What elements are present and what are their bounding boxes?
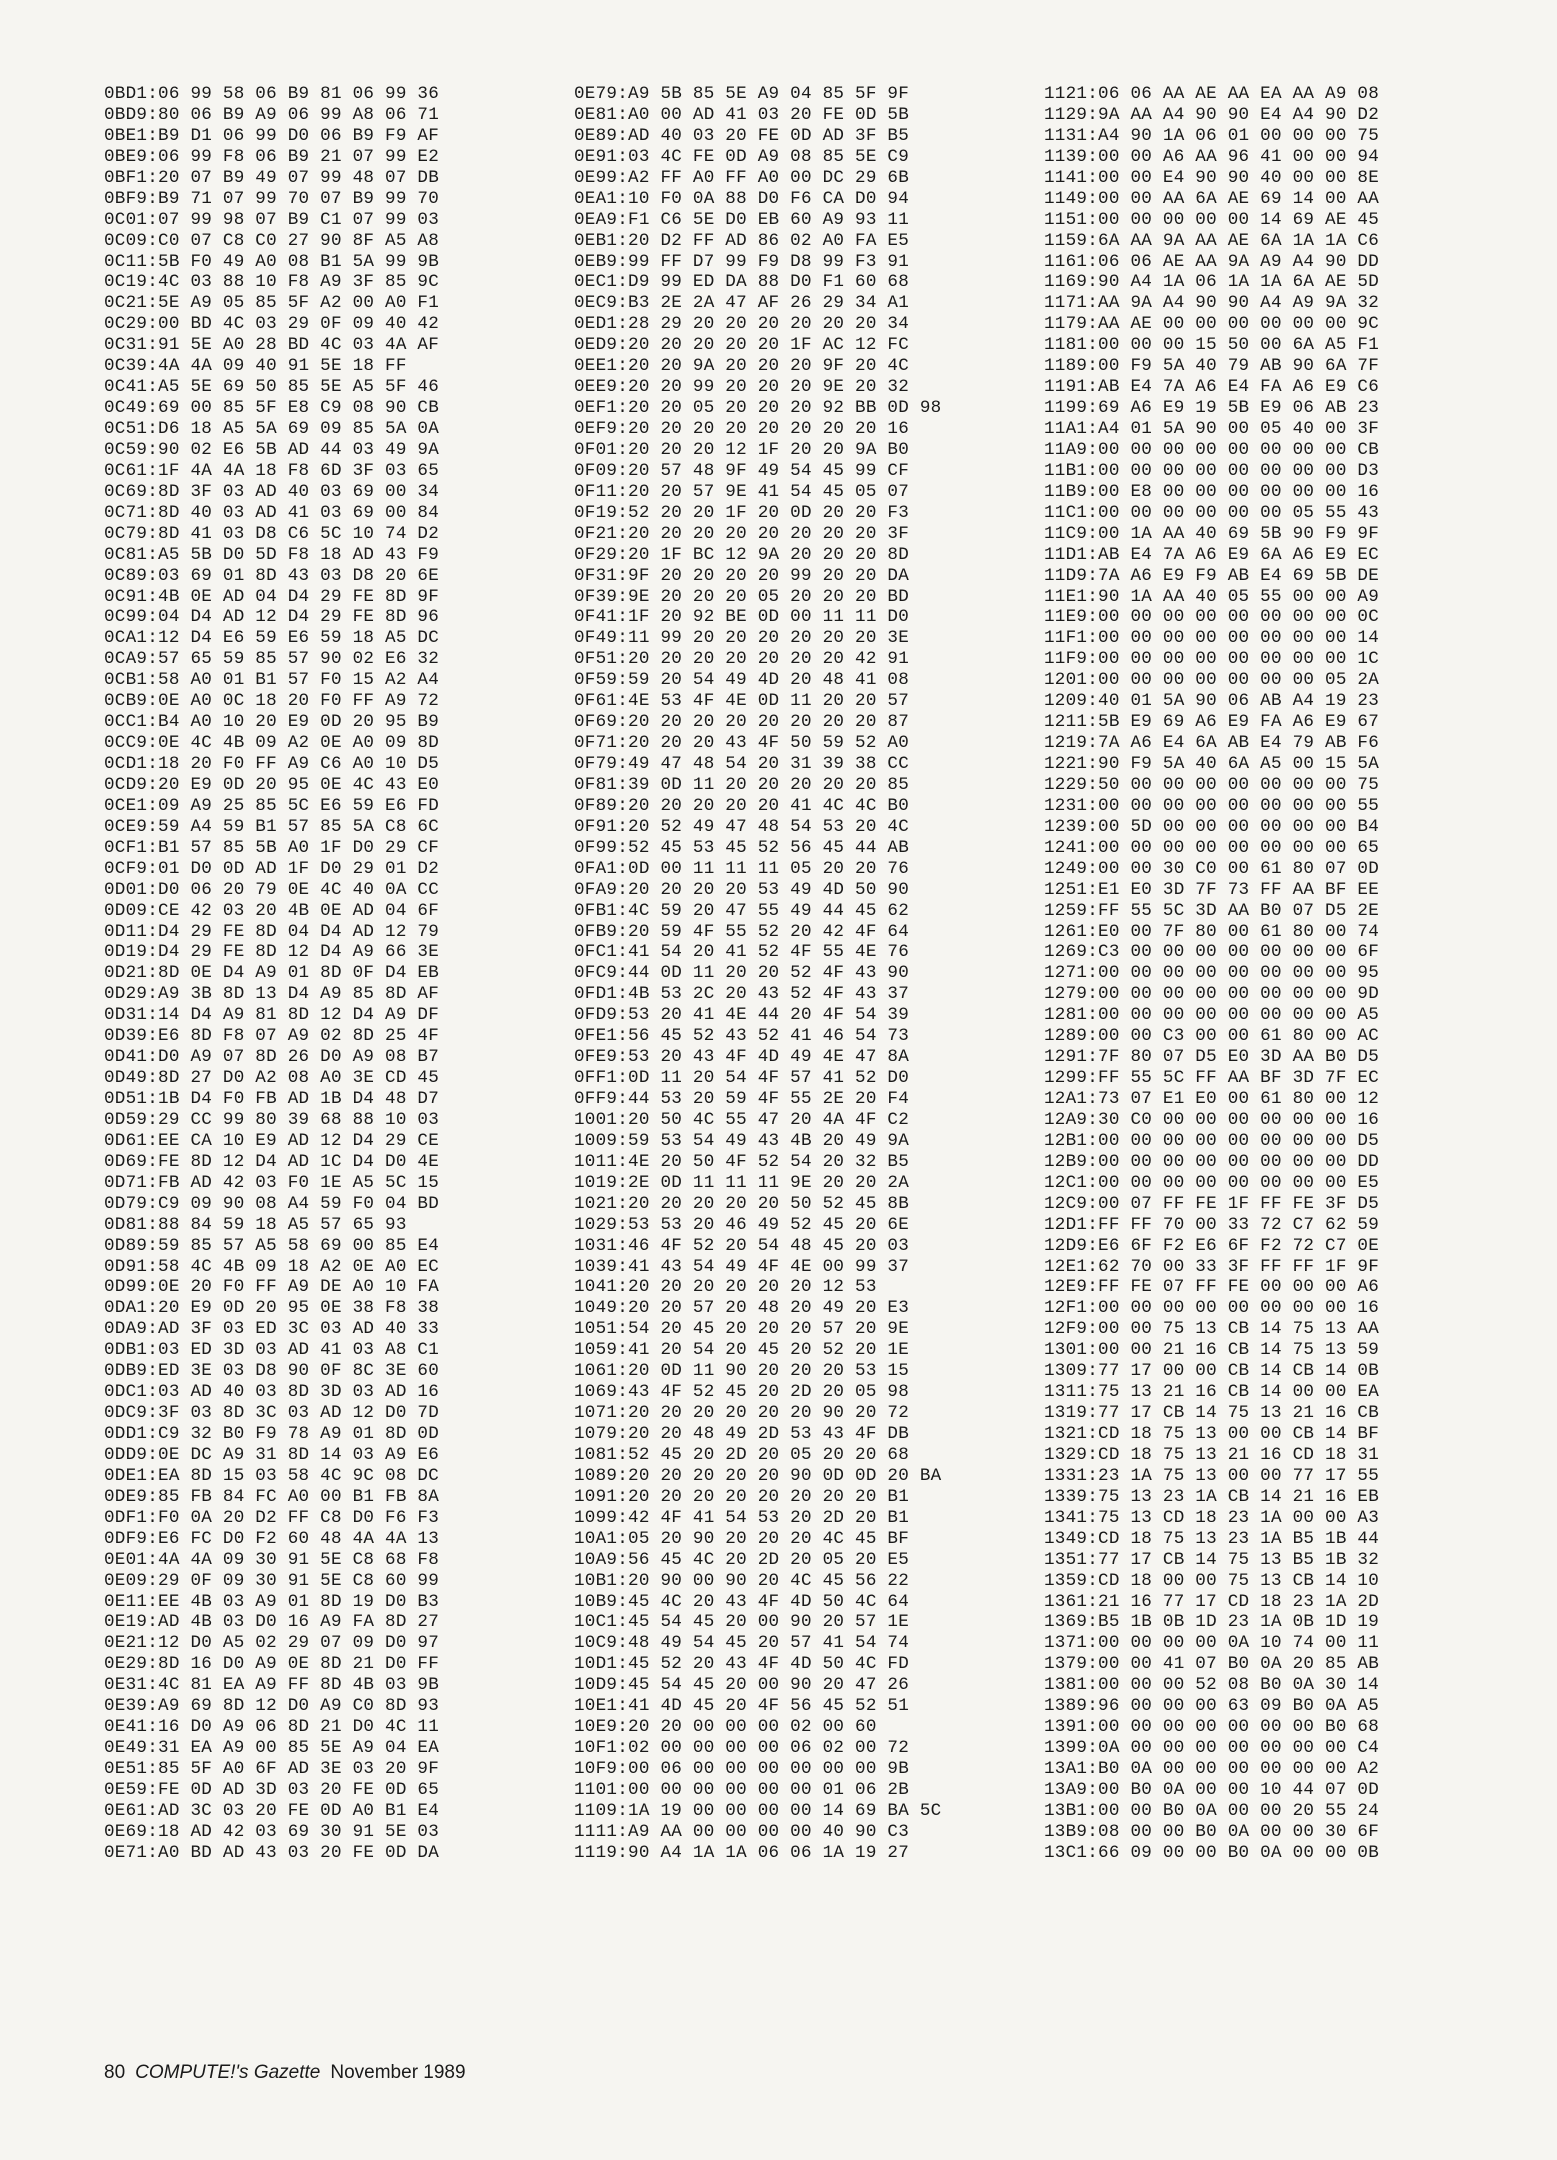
listing-line: 1091:20 20 20 20 20 20 20 20 B1 [574,1486,910,1507]
listing-line: 1119:90 A4 1A 1A 06 06 1A 19 27 [574,1842,910,1863]
listing-line: 1029:53 53 20 46 49 52 45 20 6E [574,1214,910,1235]
listing-line: 0E01:4A 4A 09 30 91 5E C8 68 F8 [104,1549,440,1570]
listing-line: 1151:00 00 00 00 00 14 69 AE 45 [1044,209,1380,230]
listing-line: 0DF9:E6 FC D0 F2 60 48 4A 4A 13 [104,1528,440,1549]
listing-line: 0E19:AD 4B 03 D0 16 A9 FA 8D 27 [104,1612,440,1633]
listing-line: 0CF9:01 D0 0D AD 1F D0 29 01 D2 [104,858,440,879]
listing-line: 1219:7A A6 E4 6A AB E4 79 AB F6 [1044,733,1380,754]
listing-line: 0C71:8D 40 03 AD 41 03 69 00 84 [104,502,440,523]
listing-line: 0D79:C9 09 90 08 A4 59 F0 04 BD [104,1193,440,1214]
listing-line: 11E1:90 1A AA 40 05 55 00 00 A9 [1044,586,1380,607]
listing-line: 0EA1:10 F0 0A 88 D0 F6 CA D0 94 [574,188,910,209]
listing-line: 1161:06 06 AE AA 9A A9 A4 90 DD [1044,251,1380,272]
listing-line: 0C81:A5 5B D0 5D F8 18 AD 43 F9 [104,544,440,565]
listing-line: 1101:00 00 00 00 00 00 01 06 2B [574,1779,910,1800]
listing-line: 10B1:20 90 00 90 20 4C 45 56 22 [574,1570,910,1591]
listing-line: 12E9:FF FE 07 FF FE 00 00 00 A6 [1044,1277,1380,1298]
page-number: 80 [104,2062,126,2083]
listing-line: 11D9:7A A6 E9 F9 AB E4 69 5B DE [1044,565,1380,586]
listing-line: 10C9:48 49 54 45 20 57 41 54 74 [574,1633,910,1654]
listing-line: 0C89:03 69 01 8D 43 03 D8 20 6E [104,565,440,586]
listing-line: 0CC1:B4 A0 10 20 E9 0D 20 95 B9 [104,712,440,733]
listing-line: 0BF1:20 07 B9 49 07 99 48 07 DB [104,167,440,188]
listing-line: 0D91:58 4C 4B 09 18 A2 0E A0 EC [104,1256,440,1277]
listing-line: 1279:00 00 00 00 00 00 00 00 9D [1044,984,1380,1005]
listing-line: 1131:A4 90 1A 06 01 00 00 00 75 [1044,125,1380,146]
listing-line: 0E79:A9 5B 85 5E A9 04 85 5F 9F [574,84,910,104]
listing-line: 1159:6A AA 9A AA AE 6A 1A 1A C6 [1044,230,1380,251]
hex-listing [104,84,1504,2039]
listing-line: 0CA1:12 D4 E6 59 E6 59 18 A5 DC [104,628,440,649]
listing-line: 0FD1:4B 53 2C 20 43 52 4F 43 37 [574,984,910,1005]
listing-line: 0E99:A2 FF A0 FF A0 00 DC 29 6B [574,167,910,188]
listing-line: 12F9:00 00 75 13 CB 14 75 13 AA [1044,1319,1380,1340]
listing-line: 1399:0A 00 00 00 00 00 00 00 C4 [1044,1738,1380,1759]
listing-line: 0D49:8D 27 D0 A2 08 A0 3E CD 45 [104,1068,440,1089]
listing-line: 0CB9:0E A0 0C 18 20 F0 FF A9 72 [104,691,440,712]
listing-line: 0F19:52 20 20 1F 20 0D 20 20 F3 [574,502,910,523]
listing-line: 0E59:FE 0D AD 3D 03 20 FE 0D 65 [104,1779,440,1800]
listing-line: 10C1:45 54 45 20 00 90 20 57 1E [574,1612,910,1633]
listing-line: 11C9:00 1A AA 40 69 5B 90 F9 9F [1044,523,1380,544]
listing-line: 0CE9:59 A4 59 B1 57 85 5A C8 6C [104,816,440,837]
listing-line: 12E1:62 70 00 33 3F FF FF 1F 9F [1044,1256,1380,1277]
listing-line: 1039:41 43 54 49 4F 4E 00 99 37 [574,1256,910,1277]
listing-line: 1311:75 13 21 16 CB 14 00 00 EA [1044,1382,1380,1403]
listing-line: 0F59:59 20 54 49 4D 20 48 41 08 [574,670,910,691]
listing-line: 13B1:00 00 B0 0A 00 00 20 55 24 [1044,1800,1380,1821]
listing-line: 10E1:41 4D 45 20 4F 56 45 52 51 [574,1696,910,1717]
listing-line: 1229:50 00 00 00 00 00 00 00 75 [1044,774,1380,795]
listing-line: 1139:00 00 A6 AA 96 41 00 00 94 [1044,146,1380,167]
listing-line: 11F9:00 00 00 00 00 00 00 00 1C [1044,649,1380,670]
listing-line: 0DF1:F0 0A 20 D2 FF C8 D0 F6 F3 [104,1507,440,1528]
listing-line: 1071:20 20 20 20 20 20 90 20 72 [574,1403,910,1424]
listing-line: 1021:20 20 20 20 20 50 52 45 8B [574,1193,910,1214]
listing-line: 0F81:39 0D 11 20 20 20 20 20 85 [574,774,910,795]
listing-line: 1269:C3 00 00 00 00 00 00 00 6F [1044,942,1380,963]
listing-line: 1171:AA 9A A4 90 90 A4 A9 9A 32 [1044,293,1380,314]
listing-line: 1249:00 00 30 C0 00 61 80 07 0D [1044,858,1380,879]
listing-line: 0BF9:B9 71 07 99 70 07 B9 99 70 [104,188,440,209]
listing-line: 0C11:5B F0 49 A0 08 B1 5A 99 9B [104,251,440,272]
listing-line: 0DA9:AD 3F 03 ED 3C 03 AD 40 33 [104,1319,440,1340]
listing-line: 0D41:D0 A9 07 8D 26 D0 A9 08 B7 [104,1047,440,1068]
listing-line: 0C01:07 99 98 07 B9 C1 07 99 03 [104,209,440,230]
listing-line: 0D99:0E 20 F0 FF A9 DE A0 10 FA [104,1277,440,1298]
listing-line: 0FB9:20 59 4F 55 52 20 42 4F 64 [574,921,910,942]
listing-line: 0EC1:D9 99 ED DA 88 D0 F1 60 68 [574,272,910,293]
listing-line: 0E69:18 AD 42 03 69 30 91 5E 03 [104,1821,440,1842]
listing-line: 11E9:00 00 00 00 00 00 00 00 0C [1044,607,1380,628]
listing-line: 0CA9:57 65 59 85 57 90 02 E6 32 [104,649,440,670]
listing-line: 0EB9:99 FF D7 99 F9 D8 99 F3 91 [574,251,910,272]
listing-line: 1031:46 4F 52 20 54 48 45 20 03 [574,1235,910,1256]
listing-line: 1121:06 06 AA AE AA EA AA A9 08 [1044,84,1380,104]
listing-line: 0E49:31 EA A9 00 85 5E A9 04 EA [104,1738,440,1759]
listing-line: 13B9:08 00 00 B0 0A 00 00 30 6F [1044,1821,1380,1842]
listing-line: 11A9:00 00 00 00 00 00 00 00 CB [1044,439,1380,460]
listing-line: 0F11:20 20 57 9E 41 54 45 05 07 [574,481,910,502]
listing-line: 1009:59 53 54 49 43 4B 20 49 9A [574,1130,910,1151]
issue-date: November 1989 [330,2062,466,2083]
listing-line: 12D9:E6 6F F2 E6 6F F2 72 C7 0E [1044,1235,1380,1256]
listing-line: 0D29:A9 3B 8D 13 D4 A9 85 8D AF [104,984,440,1005]
publication-title: COMPUTE!'s Gazette [135,2062,321,2083]
listing-line: 0F61:4E 53 4F 4E 0D 11 20 20 57 [574,691,910,712]
listing-line: 0D61:EE CA 10 E9 AD 12 D4 29 CE [104,1130,440,1151]
listing-column-3 [1044,84,1494,1864]
listing-line: 0BD1:06 99 58 06 B9 81 06 99 36 [104,84,440,104]
listing-line: 12A1:73 07 E1 E0 00 61 80 00 12 [1044,1089,1380,1109]
listing-line: 0CE1:09 A9 25 85 5C E6 59 E6 FD [104,795,440,816]
listing-line: 1051:54 20 45 20 20 20 57 20 9E [574,1319,910,1340]
listing-line: 1319:77 17 CB 14 75 13 21 16 CB [1044,1403,1380,1424]
listing-line: 1389:96 00 00 00 63 09 B0 0A A5 [1044,1696,1380,1717]
listing-line: 0E41:16 D0 A9 06 8D 21 D0 4C 11 [104,1717,440,1738]
listing-line: 1381:00 00 00 52 08 B0 0A 30 14 [1044,1675,1380,1696]
listing-line: 1149:00 00 AA 6A AE 69 14 00 AA [1044,188,1380,209]
listing-line: 0E11:EE 4B 03 A9 01 8D 19 D0 B3 [104,1591,440,1612]
listing-line: 0F41:1F 20 92 BE 0D 00 11 11 D0 [574,607,910,628]
listing-line: 0DE1:EA 8D 15 03 58 4C 9C 08 DC [104,1465,440,1486]
listing-line: 1291:7F 80 07 D5 E0 3D AA B0 D5 [1044,1047,1380,1068]
listing-line: 0D11:D4 29 FE 8D 04 D4 AD 12 79 [104,921,440,942]
listing-line: 0BE1:B9 D1 06 99 D0 06 B9 F9 AF [104,125,440,146]
listing-line: 0C09:C0 07 C8 C0 27 90 8F A5 A8 [104,230,440,251]
listing-line: 13A9:00 B0 0A 00 00 10 44 07 0D [1044,1779,1380,1800]
listing-line: 1181:00 00 00 15 50 00 6A A5 F1 [1044,335,1380,356]
listing-line: 10D9:45 54 45 20 00 90 20 47 26 [574,1675,910,1696]
listing-line: 12C9:00 07 FF FE 1F FF FE 3F D5 [1044,1193,1380,1214]
listing-line: 1289:00 00 C3 00 00 61 80 00 AC [1044,1026,1380,1047]
listing-line: 0D51:1B D4 F0 FB AD 1B D4 48 D7 [104,1089,440,1109]
listing-line: 12A9:30 C0 00 00 00 00 00 00 16 [1044,1109,1380,1130]
listing-line: 1179:AA AE 00 00 00 00 00 00 9C [1044,314,1380,335]
listing-line: 1141:00 00 E4 90 90 40 00 00 8E [1044,167,1380,188]
listing-line: 1239:00 5D 00 00 00 00 00 00 B4 [1044,816,1380,837]
listing-line: 0C61:1F 4A 4A 18 F8 6D 3F 03 65 [104,460,440,481]
listing-line: 0F39:9E 20 20 20 05 20 20 20 BD [574,586,910,607]
listing-line: 1189:00 F9 5A 40 79 AB 90 6A 7F [1044,356,1380,377]
listing-line: 0FB1:4C 59 20 47 55 49 44 45 62 [574,900,910,921]
listing-line: 0E39:A9 69 8D 12 D0 A9 C0 8D 93 [104,1696,440,1717]
listing-line: 0FE1:56 45 52 43 52 41 46 54 73 [574,1026,910,1047]
listing-line: 0C51:D6 18 A5 5A 69 09 85 5A 0A [104,419,440,439]
page-footer [104,2062,476,2084]
listing-line: 0CC9:0E 4C 4B 09 A2 0E A0 09 8D [104,733,440,754]
listing-line: 0D89:59 85 57 A5 58 69 00 85 E4 [104,1235,440,1256]
listing-line: 0C79:8D 41 03 D8 C6 5C 10 74 D2 [104,523,440,544]
listing-line: 0DD1:C9 32 B0 F9 78 A9 01 8D 0D [104,1424,440,1444]
listing-line: 0FE9:53 20 43 4F 4D 49 4E 47 8A [574,1047,910,1068]
listing-line: 1169:90 A4 1A 06 1A 1A 6A AE 5D [1044,272,1380,293]
listing-line: 0F89:20 20 20 20 20 41 4C 4C B0 [574,795,910,816]
listing-line: 1359:CD 18 00 00 75 13 CB 14 10 [1044,1570,1380,1591]
listing-line: 0E71:A0 BD AD 43 03 20 FE 0D DA [104,1842,440,1863]
listing-line: 0C69:8D 3F 03 AD 40 03 69 00 34 [104,481,440,502]
listing-line: 0F99:52 45 53 45 52 56 45 44 AB [574,837,910,858]
listing-line: 0C91:4B 0E AD 04 D4 29 FE 8D 9F [104,586,440,607]
listing-line: 0D09:CE 42 03 20 4B 0E AD 04 6F [104,900,440,921]
listing-line: 1309:77 17 00 00 CB 14 CB 14 0B [1044,1361,1380,1382]
listing-line: 0F91:20 52 49 47 48 54 53 20 4C [574,816,910,837]
listing-line: 12C1:00 00 00 00 00 00 00 00 E5 [1044,1172,1380,1193]
listing-line: 1339:75 13 23 1A CB 14 21 16 EB [1044,1486,1380,1507]
listing-line: 1371:00 00 00 00 0A 10 74 00 11 [1044,1633,1380,1654]
listing-line: 1109:1A 19 00 00 00 00 14 69 BA 5C [574,1800,942,1821]
listing-line: 0EA9:F1 C6 5E D0 EB 60 A9 93 11 [574,209,910,230]
listing-line: 1271:00 00 00 00 00 00 00 00 95 [1044,963,1380,984]
listing-line: 10E9:20 20 00 00 00 02 00 60 [574,1717,877,1738]
listing-line: 10B9:45 4C 20 43 4F 4D 50 4C 64 [574,1591,910,1612]
listing-line: 1191:AB E4 7A A6 E4 FA A6 E9 C6 [1044,377,1380,398]
listing-line: 1001:20 50 4C 55 47 20 4A 4F C2 [574,1109,910,1130]
listing-line: 1379:00 00 41 07 B0 0A 20 85 AB [1044,1654,1380,1675]
listing-line: 0BD9:80 06 B9 A9 06 99 A8 06 71 [104,104,440,125]
listing-line: 0C59:90 02 E6 5B AD 44 03 49 9A [104,439,440,460]
listing-line: 1321:CD 18 75 13 00 00 CB 14 BF [1044,1424,1380,1444]
listing-line: 0C31:91 5E A0 28 BD 4C 03 4A AF [104,335,440,356]
listing-line: 0D59:29 CC 99 80 39 68 88 10 03 [104,1109,440,1130]
listing-line: 0CF1:B1 57 85 5B A0 1F D0 29 CF [104,837,440,858]
listing-line: 1259:FF 55 5C 3D AA B0 07 D5 2E [1044,900,1380,921]
listing-line: 0F79:49 47 48 54 20 31 39 38 CC [574,754,910,774]
listing-line: 0F21:20 20 20 20 20 20 20 20 3F [574,523,910,544]
listing-line: 1061:20 0D 11 90 20 20 20 53 15 [574,1361,910,1382]
listing-line: 0FA9:20 20 20 20 53 49 4D 50 90 [574,879,910,900]
listing-line: 11D1:AB E4 7A A6 E9 6A A6 E9 EC [1044,544,1380,565]
listing-line: 0D81:88 84 59 18 A5 57 65 93 [104,1214,407,1235]
listing-line: 1081:52 45 20 2D 20 05 20 20 68 [574,1444,910,1465]
listing-line: 10A1:05 20 90 20 20 20 4C 45 BF [574,1528,910,1549]
listing-line: 0D01:D0 06 20 79 0E 4C 40 0A CC [104,879,440,900]
listing-line: 0EC9:B3 2E 2A 47 AF 26 29 34 A1 [574,293,910,314]
listing-line: 12B1:00 00 00 00 00 00 00 00 D5 [1044,1130,1380,1151]
listing-line: 0FC9:44 0D 11 20 20 52 4F 43 90 [574,963,910,984]
listing-line: 0C29:00 BD 4C 03 29 0F 09 40 42 [104,314,440,335]
listing-line: 1209:40 01 5A 90 06 AB A4 19 23 [1044,691,1380,712]
listing-line: 1221:90 F9 5A 40 6A A5 00 15 5A [1044,754,1380,774]
listing-line: 0C99:04 D4 AD 12 D4 29 FE 8D 96 [104,607,440,628]
listing-line: 1349:CD 18 75 13 23 1A B5 1B 44 [1044,1528,1380,1549]
listing-line: 0D19:D4 29 FE 8D 12 D4 A9 66 3E [104,942,440,963]
listing-line: 12D1:FF FF 70 00 33 72 C7 62 59 [1044,1214,1380,1235]
listing-line: 0F01:20 20 20 12 1F 20 20 9A B0 [574,439,910,460]
listing-line: 0DA1:20 E9 0D 20 95 0E 38 F8 38 [104,1298,440,1319]
listing-line: 1049:20 20 57 20 48 20 49 20 E3 [574,1298,910,1319]
listing-column-2 [574,84,1024,1864]
listing-line: 0F69:20 20 20 20 20 20 20 20 87 [574,712,910,733]
listing-line: 1079:20 20 48 49 2D 53 43 4F DB [574,1424,910,1444]
listing-line: 1251:E1 E0 3D 7F 73 FF AA BF EE [1044,879,1380,900]
listing-line: 0D71:FB AD 42 03 F0 1E A5 5C 15 [104,1172,440,1193]
listing-line: 1241:00 00 00 00 00 00 00 00 65 [1044,837,1380,858]
listing-line: 10F9:00 06 00 00 00 00 00 00 9B [574,1759,910,1779]
listing-line: 11B9:00 E8 00 00 00 00 00 00 16 [1044,481,1380,502]
listing-line: 0EE1:20 20 9A 20 20 20 9F 20 4C [574,356,910,377]
listing-line: 0CB1:58 A0 01 B1 57 F0 15 A2 A4 [104,670,440,691]
listing-line: 1111:A9 AA 00 00 00 00 40 90 C3 [574,1821,910,1842]
listing-line: 1391:00 00 00 00 00 00 00 B0 68 [1044,1717,1380,1738]
listing-line: 0DD9:0E DC A9 31 8D 14 03 A9 E6 [104,1444,440,1465]
listing-line: 0D31:14 D4 A9 81 8D 12 D4 A9 DF [104,1005,440,1026]
listing-line: 0E29:8D 16 D0 A9 0E 8D 21 D0 FF [104,1654,440,1675]
listing-line: 0E91:03 4C FE 0D A9 08 85 5E C9 [574,146,910,167]
listing-line: 1231:00 00 00 00 00 00 00 00 55 [1044,795,1380,816]
listing-line: 1201:00 00 00 00 00 00 00 05 2A [1044,670,1380,691]
listing-line: 0DB9:ED 3E 03 D8 90 0F 8C 3E 60 [104,1361,440,1382]
listing-line: 1069:43 4F 52 45 20 2D 20 05 98 [574,1382,910,1403]
listing-line: 0D21:8D 0E D4 A9 01 8D 0F D4 EB [104,963,440,984]
listing-line: 1099:42 4F 41 54 53 20 2D 20 B1 [574,1507,910,1528]
listing-line: 0FA1:0D 00 11 11 11 05 20 20 76 [574,858,910,879]
listing-line: 10A9:56 45 4C 20 2D 20 05 20 E5 [574,1549,910,1570]
listing-line: 0D69:FE 8D 12 D4 AD 1C D4 D0 4E [104,1151,440,1172]
listing-line: 1299:FF 55 5C FF AA BF 3D 7F EC [1044,1068,1380,1089]
listing-line: 1199:69 A6 E9 19 5B E9 06 AB 23 [1044,398,1380,419]
listing-line: 1329:CD 18 75 13 21 16 CD 18 31 [1044,1444,1380,1465]
listing-line: 0DB1:03 ED 3D 03 AD 41 03 A8 C1 [104,1340,440,1361]
listing-line: 1341:75 13 CD 18 23 1A 00 00 A3 [1044,1507,1380,1528]
listing-line: 1059:41 20 54 20 45 20 52 20 1E [574,1340,910,1361]
listing-line: 0D39:E6 8D F8 07 A9 02 8D 25 4F [104,1026,440,1047]
listing-line: 1351:77 17 CB 14 75 13 B5 1B 32 [1044,1549,1380,1570]
listing-line: 11C1:00 00 00 00 00 00 05 55 43 [1044,502,1380,523]
listing-line: 1369:B5 1B 0B 1D 23 1A 0B 1D 19 [1044,1612,1380,1633]
listing-line: 0CD1:18 20 F0 FF A9 C6 A0 10 D5 [104,754,440,774]
listing-line: 0F29:20 1F BC 12 9A 20 20 20 8D [574,544,910,565]
listing-line: 12F1:00 00 00 00 00 00 00 00 16 [1044,1298,1380,1319]
listing-line: 0DC9:3F 03 8D 3C 03 AD 12 D0 7D [104,1403,440,1424]
listing-line: 0F31:9F 20 20 20 20 99 20 20 DA [574,565,910,586]
listing-line: 10D1:45 52 20 43 4F 4D 50 4C FD [574,1654,910,1675]
listing-line: 13C1:66 09 00 00 B0 0A 00 00 0B [1044,1842,1380,1863]
listing-line: 0BE9:06 99 F8 06 B9 21 07 99 E2 [104,146,440,167]
listing-line: 0EB1:20 D2 FF AD 86 02 A0 FA E5 [574,230,910,251]
listing-line: 0ED9:20 20 20 20 20 1F AC 12 FC [574,335,910,356]
listing-line: 11F1:00 00 00 00 00 00 00 00 14 [1044,628,1380,649]
listing-line: 0C41:A5 5E 69 50 85 5E A5 5F 46 [104,377,440,398]
listing-line: 0FC1:41 54 20 41 52 4F 55 4E 76 [574,942,910,963]
listing-line: 1089:20 20 20 20 20 90 0D 0D 20 BA [574,1465,942,1486]
listing-line: 1281:00 00 00 00 00 00 00 00 A5 [1044,1005,1380,1026]
listing-line: 0FF1:0D 11 20 54 4F 57 41 52 D0 [574,1068,910,1089]
listing-line: 0ED1:28 29 20 20 20 20 20 20 34 [574,314,910,335]
listing-line: 0F51:20 20 20 20 20 20 20 42 91 [574,649,910,670]
listing-line: 11B1:00 00 00 00 00 00 00 00 D3 [1044,460,1380,481]
listing-line: 1301:00 00 21 16 CB 14 75 13 59 [1044,1340,1380,1361]
listing-line: 0DC1:03 AD 40 03 8D 3D 03 AD 16 [104,1382,440,1403]
listing-line: 0CD9:20 E9 0D 20 95 0E 4C 43 E0 [104,774,440,795]
listing-line: 0E81:A0 00 AD 41 03 20 FE 0D 5B [574,104,910,125]
listing-line: 0C39:4A 4A 09 40 91 5E 18 FF [104,356,407,377]
listing-line: 1261:E0 00 7F 80 00 61 80 00 74 [1044,921,1380,942]
listing-line: 13A1:B0 0A 00 00 00 00 00 00 A2 [1044,1759,1380,1779]
listing-line: 1211:5B E9 69 A6 E9 FA A6 E9 67 [1044,712,1380,733]
listing-line: 1129:9A AA A4 90 90 E4 A4 90 D2 [1044,104,1380,125]
listing-line: 1331:23 1A 75 13 00 00 77 17 55 [1044,1465,1380,1486]
listing-line: 0E61:AD 3C 03 20 FE 0D A0 B1 E4 [104,1800,440,1821]
listing-line: 0E31:4C 81 EA A9 FF 8D 4B 03 9B [104,1675,440,1696]
listing-line: 0FD9:53 20 41 4E 44 20 4F 54 39 [574,1005,910,1026]
listing-line: 0C49:69 00 85 5F E8 C9 08 90 CB [104,398,440,419]
listing-line: 0E51:85 5F A0 6F AD 3E 03 20 9F [104,1759,440,1779]
listing-column-1 [104,84,554,1864]
listing-line: 12B9:00 00 00 00 00 00 00 00 DD [1044,1151,1380,1172]
listing-line: 0F09:20 57 48 9F 49 54 45 99 CF [574,460,910,481]
listing-line: 0C21:5E A9 05 85 5F A2 00 A0 F1 [104,293,440,314]
listing-line: 10F1:02 00 00 00 00 06 02 00 72 [574,1738,910,1759]
listing-line: 0C19:4C 03 88 10 F8 A9 3F 85 9C [104,272,440,293]
listing-line: 0E21:12 D0 A5 02 29 07 09 D0 97 [104,1633,440,1654]
listing-line: 0E09:29 0F 09 30 91 5E C8 60 99 [104,1570,440,1591]
listing-line: 0EE9:20 20 99 20 20 20 9E 20 32 [574,377,910,398]
listing-line: 0F49:11 99 20 20 20 20 20 20 3E [574,628,910,649]
listing-line: 0EF1:20 20 05 20 20 20 92 BB 0D 98 [574,398,942,419]
listing-line: 1041:20 20 20 20 20 20 12 53 [574,1277,877,1298]
listing-line: 0DE9:85 FB 84 FC A0 00 B1 FB 8A [104,1486,440,1507]
listing-line: 1011:4E 20 50 4F 52 54 20 32 B5 [574,1151,910,1172]
listing-line: 0EF9:20 20 20 20 20 20 20 20 16 [574,419,910,439]
listing-line: 0FF9:44 53 20 59 4F 55 2E 20 F4 [574,1089,910,1109]
listing-line: 11A1:A4 01 5A 90 00 05 40 00 3F [1044,419,1380,439]
listing-line: 0F71:20 20 20 43 4F 50 59 52 A0 [574,733,910,754]
listing-line: 0E89:AD 40 03 20 FE 0D AD 3F B5 [574,125,910,146]
listing-line: 1361:21 16 77 17 CD 18 23 1A 2D [1044,1591,1380,1612]
listing-line: 1019:2E 0D 11 11 11 9E 20 20 2A [574,1172,910,1193]
